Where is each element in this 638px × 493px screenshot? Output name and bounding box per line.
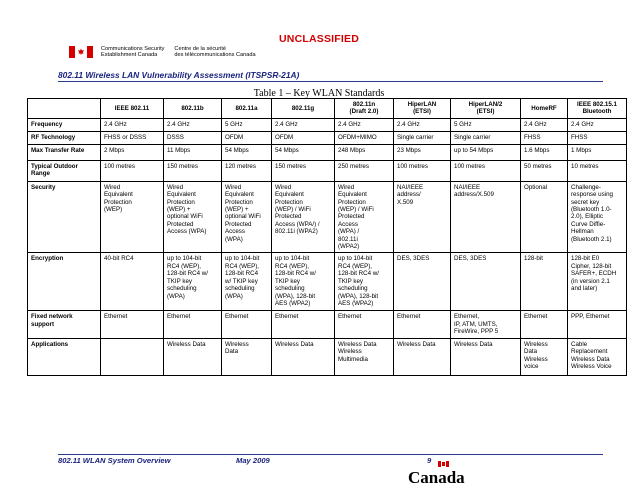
table-cell: 150 metres [164,160,222,181]
table-cell: OFDM [272,131,335,144]
table-cell: 2.4 GHz [101,118,164,131]
table-cell: Wired Equivalent Protection (WEP) / WiFi Protected Access (WPA) / 802.11i (WPA2) [335,181,394,253]
table-cell: OFDM+MIMO [335,131,394,144]
table-cell: Ethernet [222,311,272,338]
table-cell: 11 Mbps [164,144,222,160]
table-cell: Ethernet [335,311,394,338]
table-cell: Wireless Data Wireless Multimedia [335,338,394,375]
table-cell: 2 Mbps [101,144,164,160]
row-label: Max Transfer Rate [28,144,101,160]
table-cell: FHSS or DSSS [101,131,164,144]
table-cell: 40-bit RC4 [101,253,164,311]
column-header: IEEE 802.15.1 Bluetooth [568,99,627,119]
table-cell: Wired Equivalent Protection (WEP) [101,181,164,253]
table-cell: 2.4 GHz [335,118,394,131]
table-cell: 248 Mbps [335,144,394,160]
table-cell: Ethernet [521,311,568,338]
classification-banner: UNCLASSIFIED [279,33,359,45]
table-cell: Ethernet, IP, ATM, UMTS, FireWire, PPP 5 [451,311,521,338]
table-cell: Optional [521,181,568,253]
row-label: Encryption [28,253,101,311]
table-cell: 10 metres [568,160,627,181]
row-label: Frequency [28,118,101,131]
canada-wordmark: Canada [408,468,465,487]
column-header: IEEE 802.11 [101,99,164,119]
table-cell: up to 104-bit RC4 (WEP), 128-bit RC4 w/ TKIP key scheduling (WPA), 128-bit AES (WPA2) [272,253,335,311]
table-cell: DSSS [164,131,222,144]
table-cell: 250 metres [335,160,394,181]
table-cell: Wired Equivalent Protection (WEP) + optional WiFi Protected Access (WPA) [164,181,222,253]
table-row [28,131,627,144]
table-cell: NAI/IEEE address/X.509 [451,181,521,253]
table-cell: Wireless Data Wireless voice [521,338,568,375]
table-cell: OFDM [222,131,272,144]
page-number: 9 [427,456,432,465]
agency-logo [69,46,256,59]
table-cell: 128-bit [521,253,568,311]
table-cell: up to 104-bit RC4 (WEP), 128-bit RC4 w/ TKIP key scheduling (WPA), 128-bit AES (WPA2) [335,253,394,311]
table-cell: 5 GHz [222,118,272,131]
table-cell [101,338,164,375]
table-cell: 54 Mbps [272,144,335,160]
column-header-blank [28,99,101,119]
table-cell: Single carrier [394,131,451,144]
table-body [28,118,627,375]
table-cell: Ethernet [394,311,451,338]
wlan-standards-table [27,98,627,376]
table-cell: Wireless Data [222,338,272,375]
table-cell: Wired Equivalent Protection (WEP) / WiFi Protected Access (WPA/) / 802.11i (WPA2) [272,181,335,253]
table-cell: Wired Equivalent Protection (WEP) + optional WiFi Protected Access (WPA) [222,181,272,253]
column-header: HiperLAN/2 (ETSI) [451,99,521,119]
table-cell: 2.4 GHz [272,118,335,131]
table-cell: 1.6 Mbps [521,144,568,160]
table-cell: 2.4 GHz [394,118,451,131]
table-cell: up to 104-bit RC4 (WEP), 128-bit RC4 w/ TKIP key scheduling (WPA) [164,253,222,311]
table-cell: 54 Mbps [222,144,272,160]
table-row [28,160,627,181]
table-cell: Cable Replacement Wireless Data Wireless Voice [568,338,627,375]
table-cell: NAI/IEEE address/ X.509 [394,181,451,253]
table-cell: 120 metres [222,160,272,181]
table-row [28,181,627,253]
table-cell: 2.4 GHz [521,118,568,131]
table-cell: 100 metres [101,160,164,181]
table-cell: 2.4 GHz [164,118,222,131]
table-cell: Wireless Data [272,338,335,375]
column-header: 802.11b [164,99,222,119]
row-label: Typical Outdoor Range [28,160,101,181]
table-row [28,311,627,338]
table-cell: FHSS [568,131,627,144]
row-label: Security [28,181,101,253]
table-cell: FHSS [521,131,568,144]
table-cell: 1 Mbps [568,144,627,160]
column-header: HomeRF [521,99,568,119]
table-cell: 100 metres [394,160,451,181]
row-label: Applications [28,338,101,375]
table-header [28,99,627,119]
table-row [28,253,627,311]
table-cell: 150 metres [272,160,335,181]
table-cell: 100 metres [451,160,521,181]
footer-title: 802.11 WLAN System Overview [58,456,171,465]
table-cell: Wireless Data [451,338,521,375]
table-cell: up to 104-bit RC4 (WEP), 128-bit RC4 w/ TKIP key scheduling (WPA) [222,253,272,311]
column-header: 802.11a [222,99,272,119]
canada-flag-icon [69,46,93,58]
table-row [28,118,627,131]
table-cell: DES, 3DES [394,253,451,311]
table-cell: Challenge- response using secret key (Bluetooth 1.0- 2.0), Elliptic Curve Diffie- Hellman (Bluetooth 2.1) [568,181,627,253]
row-label: RF Technology [28,131,101,144]
table-cell: Ethernet [272,311,335,338]
table-title: Table 1 – Key WLAN Standards [253,88,385,99]
table-cell: 5 GHz [451,118,521,131]
column-header: 802.11g [272,99,335,119]
agency-name [101,46,256,59]
table-cell: PPP, Ethernet [568,311,627,338]
table-cell: Ethernet [101,311,164,338]
table-cell: Single carrier [451,131,521,144]
agency-name-french: Centre de la sécurité des télécommunications Canada [174,46,256,59]
row-label: Fixed network support [28,311,101,338]
footer-date: May 2009 [236,456,270,465]
page-footer [58,454,603,465]
column-header: HiperLAN (ETSI) [394,99,451,119]
table-row [28,338,627,375]
column-header: 802.11n (Draft 2.0) [335,99,394,119]
table-cell: 23 Mbps [394,144,451,160]
table-cell: Wireless Data [394,338,451,375]
wordmark-flag-icon [438,461,449,467]
table-cell: DES, 3DES [451,253,521,311]
table-cell: 2.4 GHz [568,118,627,131]
table-cell: 50 metres [521,160,568,181]
table-row [28,144,627,160]
table-cell: Wireless Data [164,338,222,375]
agency-name-english: Communications Security Establishment Canada [101,46,165,59]
table-cell: up to 54 Mbps [451,144,521,160]
table-cell: Ethernet [164,311,222,338]
document-header: 802.11 Wireless LAN Vulnerability Assessment (ITSPSR-21A) [58,70,603,82]
table-cell: 128-bit E0 Cipher, 128-bit SAFER+, ECDH (in version 2.1 and later) [568,253,627,311]
